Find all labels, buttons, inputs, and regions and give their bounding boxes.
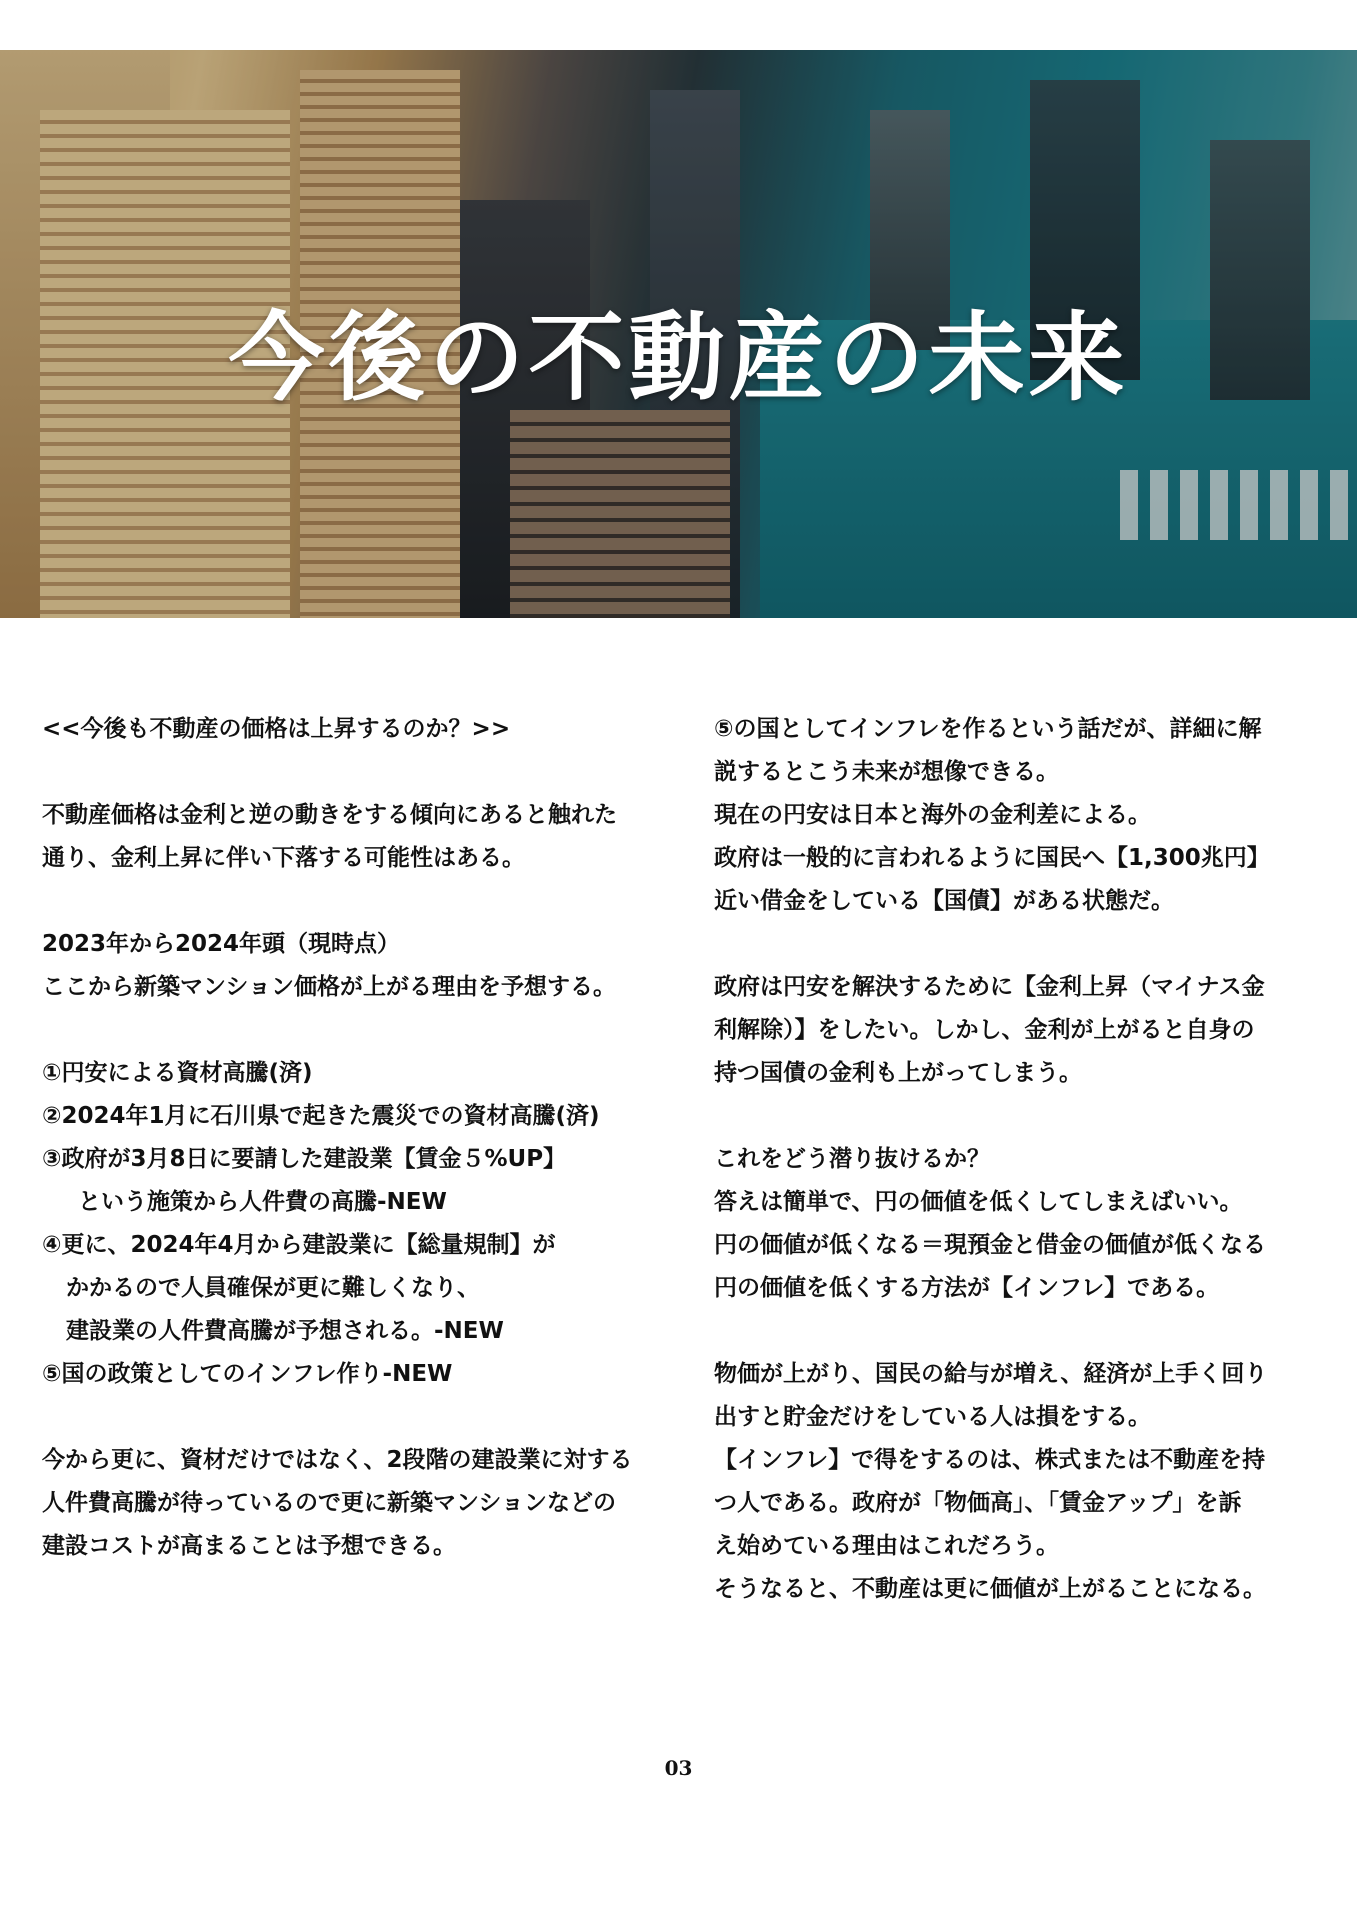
section-question: <<今後も不動産の価格は上昇するのか？>> <box>42 716 511 742</box>
blank-line <box>42 1009 682 1052</box>
paragraph-line: そうなると、不動産は更に価値が上がることになる。 <box>714 1576 1266 1602</box>
list-item: ④更に、2024年4月から建設業に【総量規制】が <box>42 1232 556 1258</box>
page-title: 今後の不動産の未来 <box>228 302 1129 414</box>
blank-line <box>42 1396 682 1439</box>
hero-image <box>0 50 1357 618</box>
paragraph-line: 不動産価格は金利と逆の動きをする傾向にあると触れた <box>42 802 617 828</box>
paragraph-line: ここから新築マンション価格が上がる理由を予想する。 <box>42 974 616 1000</box>
list-item: ①円安による資材高騰(済) <box>42 1060 313 1086</box>
paragraph-line: 今から更に、資材だけではなく、2段階の建設業に対する <box>42 1447 633 1473</box>
left-column <box>42 708 682 1568</box>
blank-line <box>42 880 682 923</box>
paragraph-line: え始めている理由はこれだろう。 <box>714 1533 1059 1559</box>
blank-line <box>42 751 682 794</box>
list-item: ③政府が3月8日に要請した建設業【賃金５%UP】 <box>42 1146 567 1172</box>
paragraph-line: 円の価値を低くする方法が【インフレ】である。 <box>714 1275 1220 1301</box>
paragraph-line: ⑤の国としてインフレを作るという話だが、詳細に解 <box>714 716 1262 742</box>
paragraph-line: 円の価値が低くなる＝現預金と借金の価値が低くなる <box>714 1232 1266 1258</box>
list-item-continuation: という施策から人件費の高騰-NEW <box>78 1189 447 1215</box>
list-item: ⑤国の政策としてのインフレ作り-NEW <box>42 1361 453 1387</box>
paragraph-line: 政府は一般的に言われるように国民へ【1,300兆円】 <box>714 845 1270 871</box>
paragraph-line: つ人である。政府が「物価高」、「賃金アップ」を訴 <box>714 1490 1242 1516</box>
right-column <box>714 708 1354 1611</box>
paragraph-line: 物価が上がり、国民の給与が増え、経済が上手く回り <box>714 1361 1268 1387</box>
paragraph-line: 説するとこう未来が想像できる。 <box>714 759 1059 785</box>
paragraph-line: 利解除）】をしたい。しかし、金利が上がると自身の <box>714 1017 1255 1043</box>
paragraph-line: 通り、金利上昇に伴い下落する可能性はある。 <box>42 845 525 871</box>
period-heading: 2023年から2024年頭（現時点） <box>42 931 401 957</box>
paragraph-line: 政府は円安を解決するために【金利上昇（マイナス金 <box>714 974 1265 1000</box>
list-item-continuation: かかるので人員確保が更に難しくなり、 <box>66 1275 480 1301</box>
paragraph-line: 人件費高騰が待っているので更に新築マンションなどの <box>42 1490 616 1516</box>
paragraph-line: 現在の円安は日本と海外の金利差による。 <box>714 802 1151 828</box>
paragraph-line: 持つ国債の金利も上がってしまう。 <box>714 1060 1082 1086</box>
list-item-continuation: 建設業の人件費高騰が予想される。-NEW <box>66 1318 504 1344</box>
blank-line <box>714 923 1354 966</box>
blank-line <box>714 1095 1354 1138</box>
paragraph-line: 答えは簡単で、円の価値を低くしてしまえばいい。 <box>714 1189 1243 1215</box>
paragraph-line: 近い借金をしている【国債】がある状態だ。 <box>714 888 1174 914</box>
blank-line <box>714 1310 1354 1353</box>
paragraph-line: 出すと貯金だけをしている人は損をする。 <box>714 1404 1151 1430</box>
paragraph-line: 建設コストが高まることは予想できる。 <box>42 1533 456 1559</box>
paragraph-line: これをどう潜り抜けるか？ <box>714 1146 990 1172</box>
paragraph-line: 【インフレ】で得をするのは、株式または不動産を持 <box>714 1447 1266 1473</box>
page-number: 03 <box>664 1756 693 1780</box>
list-item: ②2024年1月に石川県で起きた震災での資材高騰(済) <box>42 1103 600 1129</box>
